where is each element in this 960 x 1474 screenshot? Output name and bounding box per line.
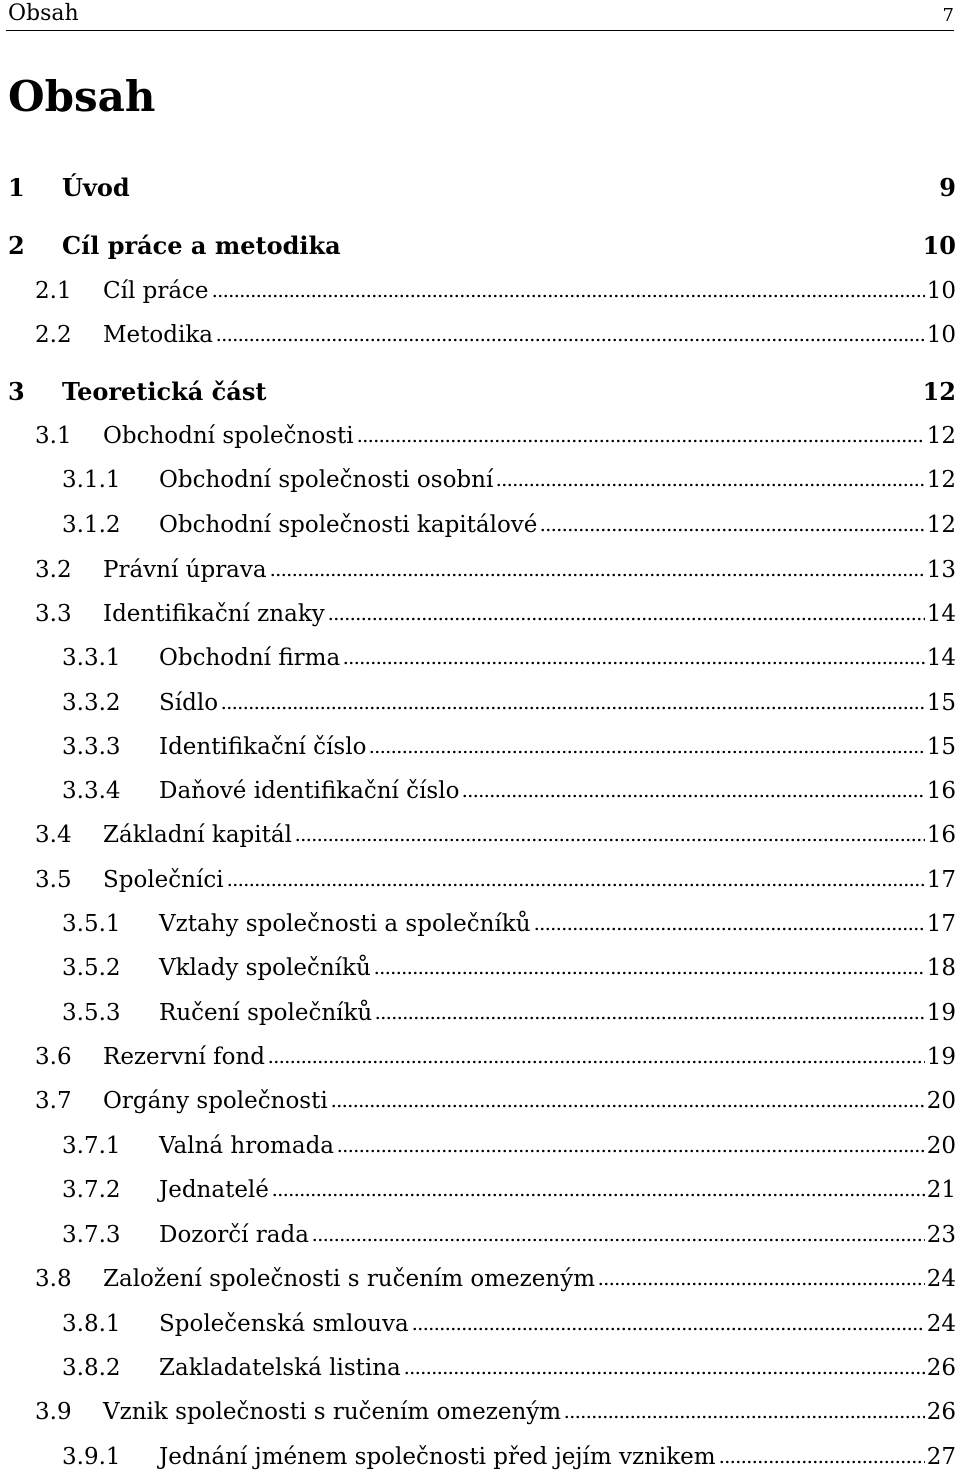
- dot-leader: [357, 439, 925, 443]
- toc-entry-number: 3.8.2: [62, 1355, 121, 1381]
- toc-entry[interactable]: [0, 1084, 960, 1118]
- toc-entry-label: Ručení společníků: [159, 1000, 373, 1026]
- dot-leader: [216, 338, 925, 342]
- toc-entry[interactable]: [0, 907, 960, 941]
- toc-entry-label: Valná hromada: [159, 1133, 335, 1159]
- toc-entry-number: 3.7.1: [62, 1133, 121, 1159]
- toc-entry-number: 3.5.2: [62, 955, 121, 981]
- toc-entry[interactable]: [0, 318, 960, 352]
- toc-entry-label: Sídlo: [159, 690, 219, 716]
- toc-entry[interactable]: [0, 553, 960, 587]
- toc-entry-label: Obchodní společnosti kapitálové: [159, 512, 538, 538]
- toc-entry-label: Identifikační číslo: [159, 734, 367, 760]
- toc-entry-label: Vklady společníků: [159, 955, 371, 981]
- toc-entry-number: 3.3.1: [62, 645, 121, 671]
- toc-entry-page: 12: [926, 467, 956, 493]
- toc-entry-page: 18: [926, 955, 956, 981]
- toc-entry-label: Jednatelé: [159, 1177, 269, 1203]
- toc-entry-page: 24: [926, 1266, 956, 1292]
- dot-leader: [270, 573, 925, 577]
- toc-entry-number: 3.7.2: [62, 1177, 121, 1203]
- toc-entry-page: 10: [922, 231, 956, 260]
- toc-entry[interactable]: [0, 774, 960, 808]
- toc-entry-number: 3.3: [35, 601, 72, 627]
- toc-entry[interactable]: [0, 730, 960, 764]
- toc-entry[interactable]: [0, 818, 960, 852]
- dot-leader: [328, 617, 925, 621]
- page-title: Obsah: [8, 72, 156, 121]
- toc-entry[interactable]: [0, 1173, 960, 1207]
- toc-entry-page: 12: [926, 512, 956, 538]
- toc-entry-number: 2.1: [35, 278, 72, 304]
- toc-entry[interactable]: [0, 229, 960, 263]
- toc-entry-label: Zakladatelská listina: [159, 1355, 401, 1381]
- dot-leader: [272, 1193, 925, 1197]
- toc-entry-number: 3.1.2: [62, 512, 121, 538]
- toc-entry-label: Cíl práce a metodika: [62, 231, 341, 260]
- toc-entry-number: 3.3.3: [62, 734, 121, 760]
- dot-leader: [337, 1149, 925, 1153]
- toc-entry-label: Obchodní společnosti osobní: [159, 467, 494, 493]
- toc-entry-label: Základní kapitál: [103, 822, 292, 848]
- toc-entry-page: 20: [926, 1133, 956, 1159]
- toc-entry-number: 2: [8, 231, 25, 260]
- dot-leader: [404, 1371, 925, 1375]
- toc-entry-number: 3.2: [35, 557, 72, 583]
- toc-entry[interactable]: [0, 419, 960, 453]
- toc-entry-number: 3.5.3: [62, 1000, 121, 1026]
- dot-leader: [598, 1282, 925, 1286]
- toc-entry-number: 3.7.3: [62, 1222, 121, 1248]
- toc-entry-label: Dozorčí rada: [159, 1222, 309, 1248]
- toc-entry-page: 19: [926, 1000, 956, 1026]
- header-title: Obsah: [8, 1, 79, 26]
- toc-entry-label: Daňové identifikační číslo: [159, 778, 460, 804]
- toc-entry-label: Vznik společnosti s ručením omezeným: [103, 1399, 562, 1425]
- toc-entry-page: 17: [926, 867, 956, 893]
- toc-entry-page: 26: [926, 1399, 956, 1425]
- toc-entry-label: Vztahy společnosti a společníků: [159, 911, 531, 937]
- toc-entry-number: 3.5.1: [62, 911, 121, 937]
- dot-leader: [540, 528, 925, 532]
- toc-entry-label: Založení společnosti s ručením omezeným: [103, 1266, 596, 1292]
- toc-entry-number: 3.3.2: [62, 690, 121, 716]
- dot-leader: [343, 661, 925, 665]
- dot-leader: [534, 927, 925, 931]
- toc-entry[interactable]: [0, 1218, 960, 1252]
- toc-entry-page: 16: [926, 778, 956, 804]
- toc-entry[interactable]: [0, 1395, 960, 1429]
- header-page-number: 7: [942, 5, 954, 26]
- toc-entry[interactable]: [0, 274, 960, 308]
- dot-leader: [496, 483, 925, 487]
- toc-entry[interactable]: [0, 1351, 960, 1385]
- toc-entry-number: 3.4: [35, 822, 72, 848]
- dot-leader: [375, 1016, 925, 1020]
- toc-entry[interactable]: [0, 508, 960, 542]
- toc-entry-label: Cíl práce: [103, 278, 209, 304]
- dot-leader: [564, 1415, 925, 1419]
- toc-entry-label: Orgány společnosti: [103, 1088, 328, 1114]
- toc-entry-number: 3.9.1: [62, 1444, 121, 1470]
- toc-entry[interactable]: [0, 641, 960, 675]
- toc-entry-label: Společníci: [103, 867, 224, 893]
- toc-entry-label: Jednání jménem společnosti před jejím vznikem: [159, 1444, 716, 1470]
- toc-entry-page: 14: [926, 645, 956, 671]
- toc-entry-number: 3.6: [35, 1044, 72, 1070]
- toc-entry-label: Rezervní fond: [103, 1044, 266, 1070]
- toc-entry[interactable]: [0, 863, 960, 897]
- toc-entry-page: 10: [926, 278, 956, 304]
- toc-entry-label: Teoretická část: [62, 377, 267, 406]
- dot-leader: [268, 1060, 925, 1064]
- toc-entry-number: 3.3.4: [62, 778, 121, 804]
- toc-entry[interactable]: [0, 686, 960, 720]
- toc-entry-number: 3.9: [35, 1399, 72, 1425]
- toc-entry-page: 24: [926, 1311, 956, 1337]
- toc-entry-page: 21: [926, 1177, 956, 1203]
- toc-entry-page: 16: [926, 822, 956, 848]
- toc-entry-number: 2.2: [35, 322, 72, 348]
- toc-entry-number: 3.8: [35, 1266, 72, 1292]
- toc-entry-page: 19: [926, 1044, 956, 1070]
- toc-entry-label: Obchodní firma: [159, 645, 341, 671]
- toc-entry-number: 3.1.1: [62, 467, 121, 493]
- toc-entry-page: 23: [926, 1222, 956, 1248]
- toc-entry-number: 3: [8, 377, 25, 406]
- dot-leader: [369, 750, 925, 754]
- toc-entry-page: 15: [926, 690, 956, 716]
- toc-entry-page: 12: [922, 377, 956, 406]
- toc-entry-page: 26: [926, 1355, 956, 1381]
- dot-leader: [295, 838, 925, 842]
- toc-entry-number: 3.7: [35, 1088, 72, 1114]
- toc-entry-page: 13: [926, 557, 956, 583]
- toc-entry-number: 1: [8, 173, 25, 202]
- dot-leader: [374, 971, 925, 975]
- toc-entry-label: Úvod: [62, 173, 130, 202]
- toc-entry[interactable]: [0, 171, 960, 205]
- toc-entry-page: 15: [926, 734, 956, 760]
- toc-entry[interactable]: [0, 375, 960, 409]
- toc-entry-page: 12: [926, 423, 956, 449]
- toc-entry[interactable]: [0, 597, 960, 631]
- toc-entry-number: 3.1: [35, 423, 72, 449]
- toc-entry-page: 17: [926, 911, 956, 937]
- toc-entry[interactable]: [0, 463, 960, 497]
- toc-entry[interactable]: [0, 951, 960, 985]
- dot-leader: [331, 1104, 925, 1108]
- toc-entry-page: 9: [939, 173, 956, 202]
- dot-leader: [412, 1327, 925, 1331]
- toc-entry-label: Společenská smlouva: [159, 1311, 409, 1337]
- toc-entry-number: 3.8.1: [62, 1311, 121, 1337]
- dot-leader: [719, 1460, 925, 1464]
- toc-entry-page: 14: [926, 601, 956, 627]
- dot-leader: [462, 794, 925, 798]
- toc-entry-label: Metodika: [103, 322, 213, 348]
- toc-entry-label: Identifikační znaky: [103, 601, 325, 627]
- toc-entry-page: 20: [926, 1088, 956, 1114]
- toc-entry[interactable]: [0, 1129, 960, 1163]
- dot-leader: [227, 883, 925, 887]
- toc-entry[interactable]: [0, 996, 960, 1030]
- toc-entry-label: Právní úprava: [103, 557, 267, 583]
- toc-entry-page: 10: [926, 322, 956, 348]
- dot-leader: [212, 294, 925, 298]
- toc-entry[interactable]: [0, 1440, 960, 1474]
- toc-entry[interactable]: [0, 1262, 960, 1296]
- toc-entry[interactable]: [0, 1307, 960, 1341]
- dot-leader: [221, 706, 925, 710]
- toc-entry[interactable]: [0, 1040, 960, 1074]
- toc-entry-number: 3.5: [35, 867, 72, 893]
- dot-leader: [312, 1238, 925, 1242]
- toc-entry-page: 27: [926, 1444, 956, 1470]
- toc-entry-label: Obchodní společnosti: [103, 423, 354, 449]
